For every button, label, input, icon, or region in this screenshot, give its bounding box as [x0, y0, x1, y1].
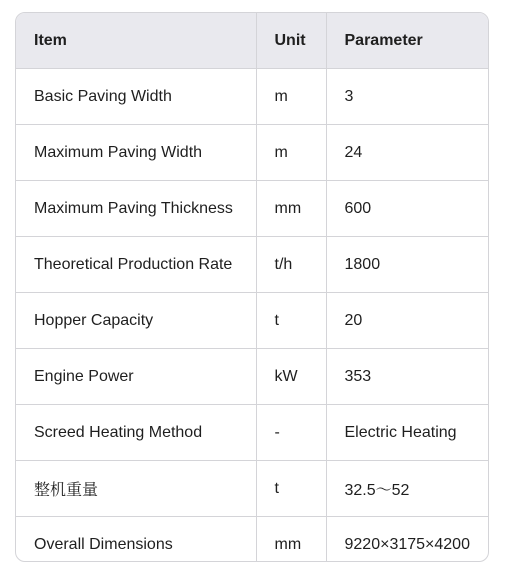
cell-parameter: 9220×3175×4200	[344, 535, 470, 553]
cell-parameter: 24	[326, 125, 488, 181]
table-row	[16, 405, 488, 461]
cell-unit: m	[256, 125, 326, 181]
cell-item: Maximum Paving Thickness	[16, 181, 256, 237]
header-unit: Unit	[256, 13, 326, 69]
cell-unit: t	[256, 461, 326, 517]
cell-parameter: 20	[326, 293, 488, 349]
cell-item: Overall Dimensions	[16, 517, 256, 563]
table-row	[16, 125, 488, 181]
cell-item: Engine Power	[16, 349, 256, 405]
table-row	[16, 181, 488, 237]
cell-parameter: Electric Heating	[326, 405, 488, 461]
table-row	[16, 69, 488, 125]
cell-unit: m	[256, 69, 326, 125]
cell-item: Basic Paving Width	[16, 69, 256, 125]
cell-unit: kW	[256, 349, 326, 405]
table-row	[16, 237, 488, 293]
cell-parameter: 3	[326, 69, 488, 125]
cell-parameter: 32.5～52	[326, 461, 488, 517]
cell-unit: mm	[256, 517, 326, 563]
spec-table	[16, 13, 488, 562]
cell-parameter: 1800	[326, 237, 488, 293]
cell-item: Theoretical Production Rate	[16, 237, 256, 293]
cell-item: Hopper Capacity	[16, 293, 256, 349]
table-row	[16, 517, 488, 563]
cell-item: 整机重量	[16, 461, 256, 517]
table-row	[16, 461, 488, 517]
cell-parameter: 353	[326, 349, 488, 405]
cell-unit: t/h	[256, 237, 326, 293]
header-parameter: Parameter	[326, 13, 488, 69]
spec-table-container	[15, 12, 489, 562]
cell-item: Screed Heating Method	[16, 405, 256, 461]
table-header-row	[16, 13, 488, 69]
table-row	[16, 349, 488, 405]
cell-unit: -	[256, 405, 326, 461]
table-row	[16, 293, 488, 349]
cell-item: Maximum Paving Width	[16, 125, 256, 181]
cell-unit: mm	[256, 181, 326, 237]
cell-parameter: 600	[326, 181, 488, 237]
header-item: Item	[16, 13, 256, 69]
cell-unit: t	[256, 293, 326, 349]
